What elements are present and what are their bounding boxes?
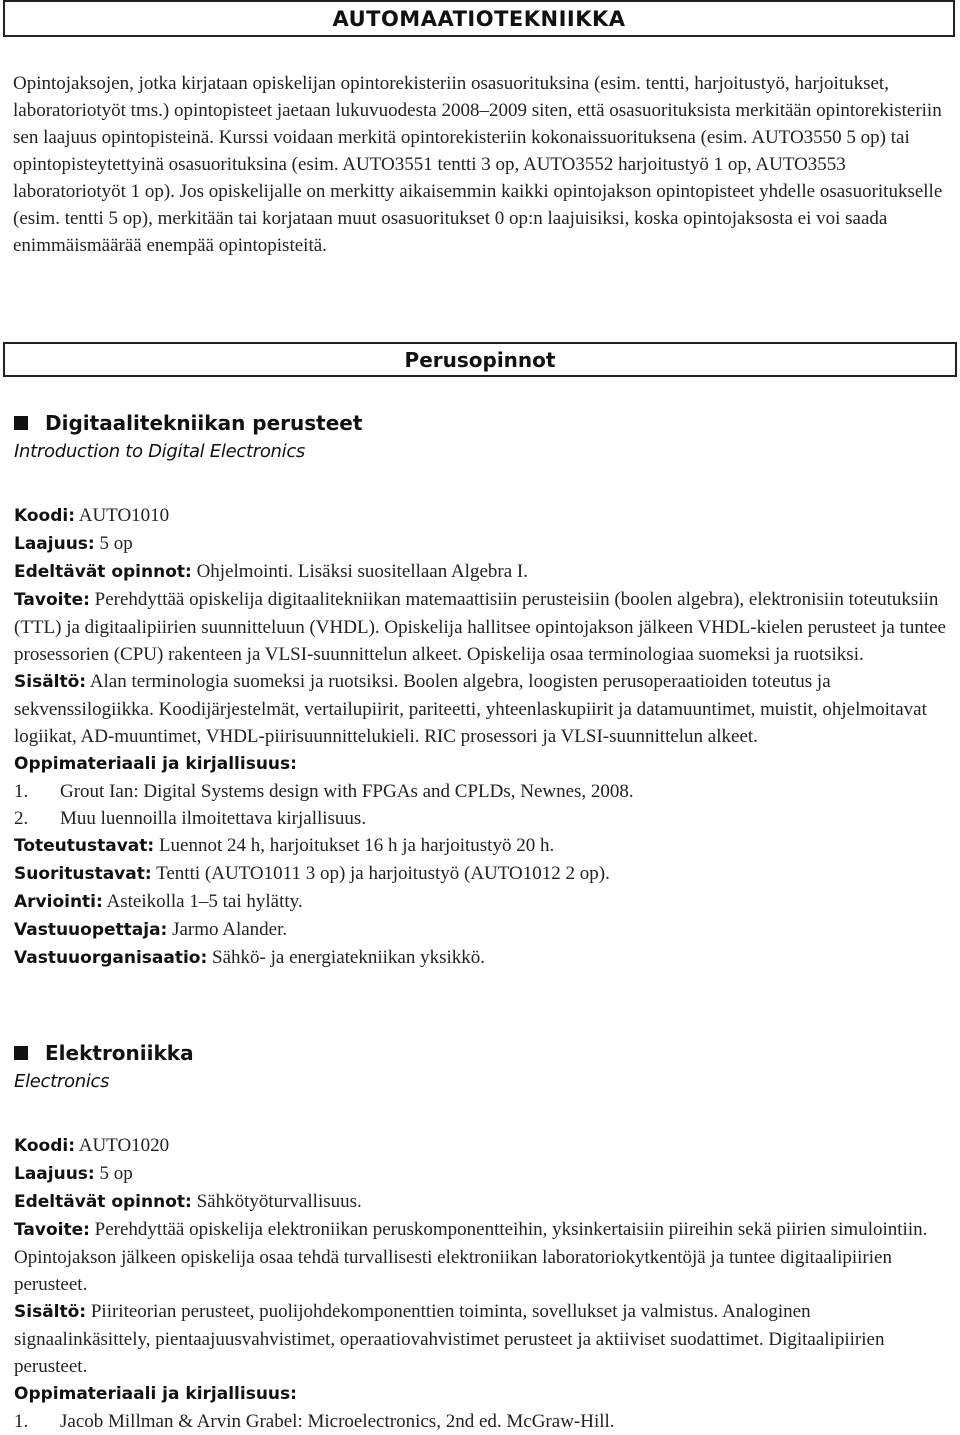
field-value: Luennot 24 h, harjoitukset 16 h ja harjoitustyö 20 h. bbox=[158, 835, 555, 856]
field-value: Ohjelmointi. Lisäksi suositellaan Algebra I. bbox=[196, 561, 528, 582]
field-label: Edeltävät opinnot: bbox=[14, 562, 192, 582]
reference-text: Grout Ian: Digital Systems design with FPGAs and CPLDs, Newnes, 2008. bbox=[60, 781, 634, 802]
course-title-text: Digitaalitekniikan perusteet bbox=[45, 411, 363, 435]
field-koodi bbox=[14, 1132, 946, 1160]
field-label: Oppimateriaali ja kirjallisuus: bbox=[14, 1384, 297, 1404]
course-title bbox=[14, 1038, 946, 1068]
section-heading: Perusopinnot bbox=[3, 342, 957, 377]
field-label: Sisältö: bbox=[14, 1302, 87, 1322]
field-toteutustavat bbox=[14, 832, 946, 860]
course-details bbox=[14, 502, 946, 972]
field-laajuus bbox=[14, 1160, 946, 1188]
field-suoritustavat bbox=[14, 860, 946, 888]
page-title: AUTOMAATIOTEKNIIKKA bbox=[3, 0, 955, 37]
field-vastuuorganisaatio bbox=[14, 944, 946, 972]
field-label: Sisältö: bbox=[14, 672, 87, 692]
field-edeltavat bbox=[14, 1188, 946, 1216]
field-oppimateriaali bbox=[14, 750, 946, 778]
field-value: Jarmo Alander. bbox=[172, 919, 288, 940]
field-tavoite bbox=[14, 1216, 946, 1298]
field-label: Vastuuopettaja: bbox=[14, 920, 168, 940]
field-value: Tentti (AUTO1011 3 op) ja harjoitustyö (AUTO1012 2 op). bbox=[156, 863, 610, 884]
field-value: Asteikolla 1–5 tai hylätty. bbox=[106, 891, 303, 912]
field-label: Suoritustavat: bbox=[14, 864, 152, 884]
field-label: Koodi: bbox=[14, 506, 76, 526]
reference-text: Muu luennoilla ilmoitettava kirjallisuus. bbox=[60, 808, 367, 829]
field-laajuus bbox=[14, 530, 946, 558]
field-oppimateriaali bbox=[14, 1380, 946, 1408]
field-tavoite bbox=[14, 586, 946, 668]
field-label: Edeltävät opinnot: bbox=[14, 1192, 192, 1212]
field-value: Sähkötyöturvallisuus. bbox=[196, 1191, 362, 1212]
reference-item bbox=[14, 1408, 946, 1435]
field-value: 5 op bbox=[99, 533, 133, 554]
intro-paragraph: Opintojaksojen, jotka kirjataan opiskelijan opintorekisteriin osasuorituksina (esim. tentti, harjoitustyö, harjoitukset, laboratoriotyöt tms.) opintopisteet jaetaan lukuvuodesta 2008–2009 siten, että osasuorituksista merkitään opintorekisteriin sen laajuus opintopisteinä. Kurssi voidaan merkitä opintorekisteriin kokonaissuorituksena (esim. AUTO3550 5 op) tai opintopisteytettyinä osasuorituksina (esim. AUTO3551 tentti 3 op, AUTO3552 harjoitustyö 1 op, AUTO3553 laboratoriotyöt 1 op). Jos opiskelijalle on merkitty aikaisemmin kaikki opintojakson opintopisteet yhdelle osasuoritukselle (esim. tentti 5 op), merkitään tai korjataan muut osasuoritukset 0 op:n laajuisiksi, koska opintojaksosta ei voi saada enimmäismäärää enempää opintopisteitä. bbox=[13, 73, 943, 256]
course-digitaalitekniikka bbox=[14, 408, 946, 972]
field-sisalto bbox=[14, 668, 946, 750]
field-edeltavat bbox=[14, 558, 946, 586]
reference-item bbox=[14, 778, 946, 805]
field-koodi bbox=[14, 502, 946, 530]
field-label: Arviointi: bbox=[14, 892, 103, 912]
course-subtitle: Introduction to Digital Electronics bbox=[14, 441, 306, 462]
field-sisalto bbox=[14, 1298, 946, 1380]
reference-number: 1. bbox=[14, 1411, 29, 1432]
field-label: Toteutustavat: bbox=[14, 836, 155, 856]
field-label: Tavoite: bbox=[14, 1220, 90, 1240]
course-title-text: Elektroniikka bbox=[45, 1041, 194, 1065]
field-value: Alan terminologia suomeksi ja ruotsiksi. Boolen algebra, loogisten perusoperaatioiden toteutus ja sekvenssilogiikka. Koodijärjestelmät, vertailupiirit, pariteetti, yhteenlaskupiirit ja datamuuntimet, muistit, ohjelmoitavat logiikat, AD-muuntimet, VHDL-piirisuunnittelukieli. RIC prosessori ja VLSI-suunnittelun alkeet. bbox=[14, 671, 927, 747]
field-label: Vastuuorganisaatio: bbox=[14, 948, 208, 968]
course-details bbox=[14, 1132, 946, 1435]
field-vastuuopettaja bbox=[14, 916, 946, 944]
field-value: Perehdyttää opiskelija elektroniikan peruskomponentteihin, yksinkertaisiin piireihin sekä piirien simulointiin. Opintojakson jälkeen opiskelija osaa tehdä turvallisesti elektroniikan laboratoriokytkentöjä ja tuntee digitaalipiirien perusteet. bbox=[14, 1219, 928, 1295]
square-bullet-icon bbox=[14, 1046, 28, 1060]
square-bullet-icon bbox=[14, 416, 28, 430]
reference-number: 2. bbox=[14, 808, 29, 829]
field-arviointi bbox=[14, 888, 946, 916]
course-title bbox=[14, 408, 946, 438]
field-label: Oppimateriaali ja kirjallisuus: bbox=[14, 754, 297, 774]
field-value: AUTO1020 bbox=[78, 1135, 170, 1156]
field-label: Laajuus: bbox=[14, 534, 95, 554]
field-value: Piiriteorian perusteet, puolijohdekomponenttien toiminta, sovellukset ja valmistus. Analoginen signaalinkäsittely, pientaajuusvahvistimet, operaatiovahvistimet perusteet ja aktiiviset suodattimet. Digitaalipiirien perusteet. bbox=[14, 1301, 885, 1377]
field-label: Laajuus: bbox=[14, 1164, 95, 1184]
reference-item bbox=[14, 805, 946, 832]
field-label: Koodi: bbox=[14, 1136, 76, 1156]
field-value: Sähkö- ja energiatekniikan yksikkö. bbox=[212, 947, 486, 968]
field-value: Perehdyttää opiskelija digitaalitekniikan matemaattisiin perusteisiin (boolen algebra), elektronisiin toteutuksiin (TTL) ja digitaalipiirien suunnitteluun (VHDL). Opiskelija hallitsee opintojakson jälkeen VHDL-kielen perusteet ja tuntee prosessorien (CPU) rakenteen ja VLSI-suunnittelun alkeet. Opiskelija osaa terminologiaa suomeksi ja ruotsiksi. bbox=[14, 589, 946, 665]
field-value: AUTO1010 bbox=[78, 505, 170, 526]
course-elektroniikka bbox=[14, 1038, 946, 1435]
course-subtitle: Electronics bbox=[14, 1071, 110, 1092]
reference-number: 1. bbox=[14, 781, 29, 802]
field-label: Tavoite: bbox=[14, 590, 90, 610]
field-value: 5 op bbox=[99, 1163, 133, 1184]
reference-text: Jacob Millman & Arvin Grabel: Microelectronics, 2nd ed. McGraw-Hill. bbox=[60, 1411, 615, 1432]
